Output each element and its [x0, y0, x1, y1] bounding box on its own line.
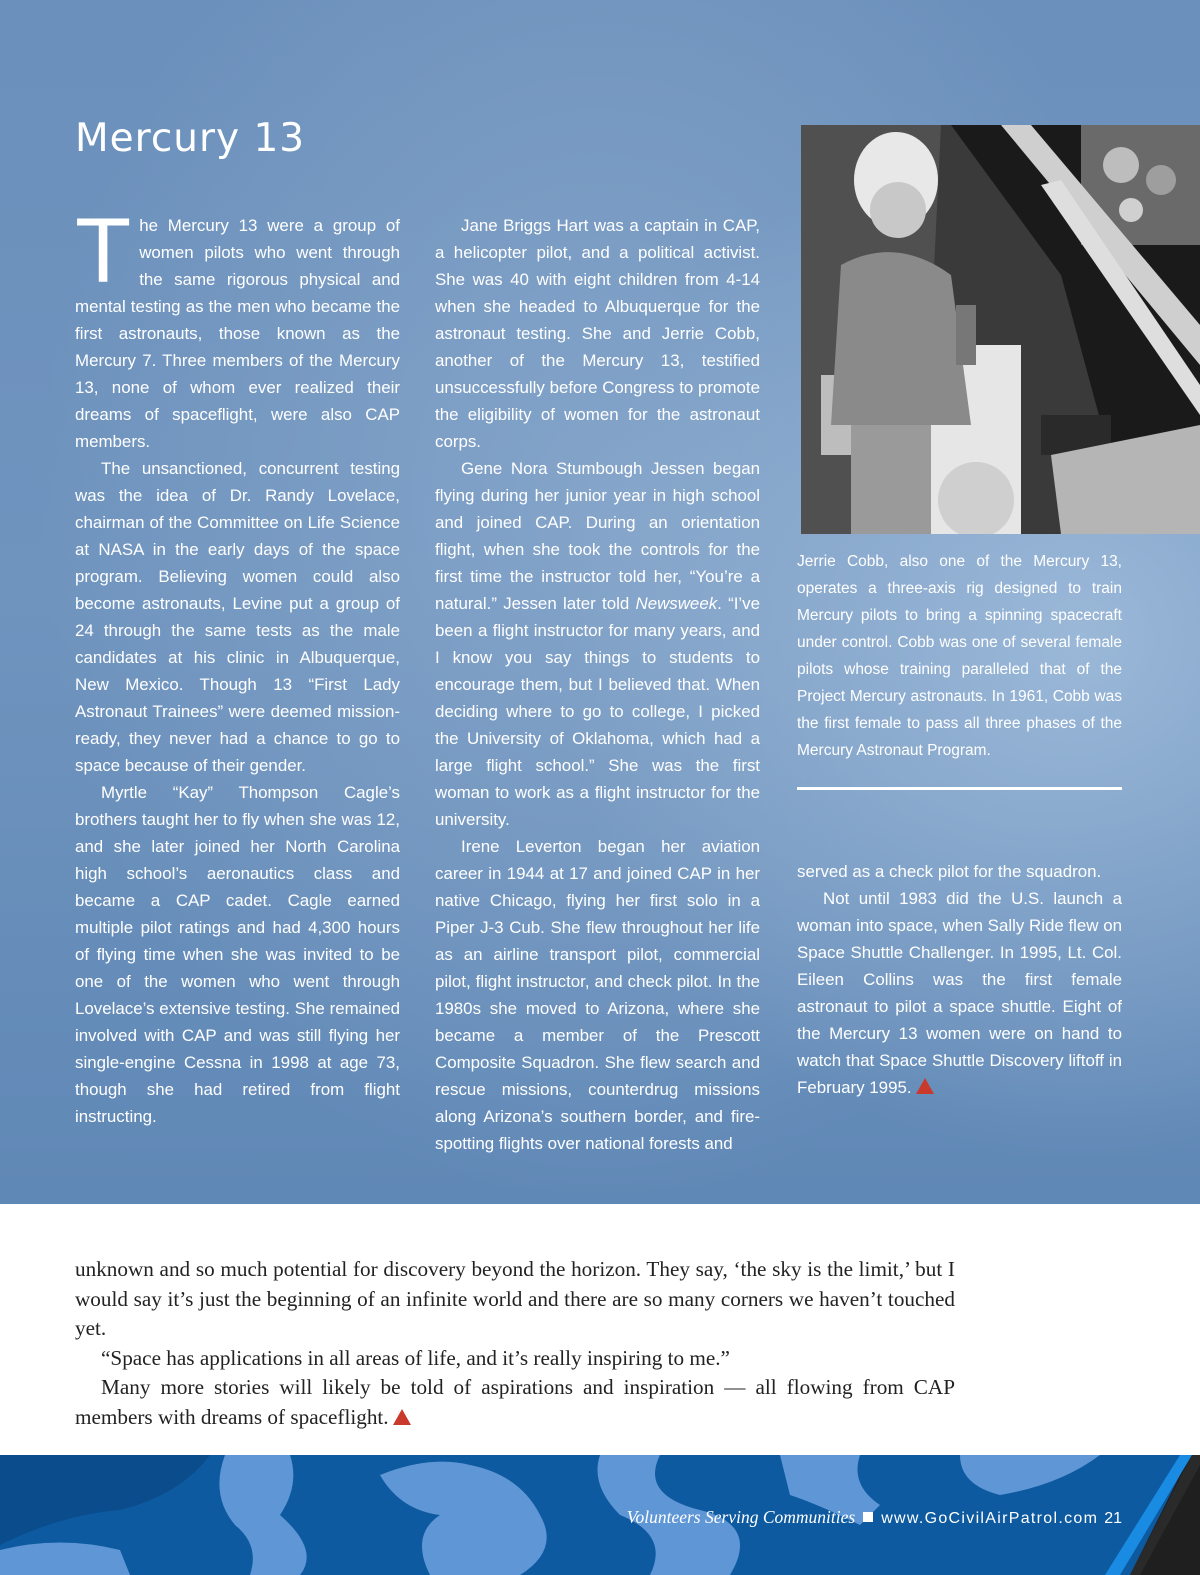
paragraph-text: . “I’ve been a flight instructor for many years, and I know you say things to students to encourage them, but I believed that. When deciding where to go to college, I picked the University of Oklahoma, which had a large flight school.” She was the first woman to work as a flight instructor for the university. [435, 594, 761, 829]
sidebar-paragraph [435, 455, 760, 833]
publication-name: Newsweek [635, 594, 718, 613]
page-footer [0, 1455, 1200, 1575]
sidebar-paragraph [75, 200, 400, 455]
page-number: 21 [1104, 1510, 1122, 1527]
sidebar-column-1 [75, 200, 400, 1130]
sidebar-paragraph [797, 885, 1122, 1101]
paragraph-text: he Mercury 13 were a group of women pilots who went through the same rigorous physical and mental testing as the men who became the first astronauts, those known as the Mercury 7. Three members of the Mercury 13, none of whom ever realized their dreams of spaceflight, were also CAP members. [75, 216, 400, 451]
red-triangle-icon [916, 1078, 934, 1094]
sidebar-paragraph: Myrtle “Kay” Thompson Cagle’s brothers taught her to fly when she was 12, and she later joined her North Carolina high school’s aeronautics class and became a CAP cadet. Cagle earned multiple pilot ratings and had 4,300 hours of flying time when she was invited to be one of the women who went through Lovelace’s extensive testing. She remained involved with CAP and was still flying her single-engine Cessna in 1998 at age 73, though she had retired from flight instructing. [75, 783, 400, 1126]
sidebar-column-3 [797, 858, 1122, 1101]
paragraph-text: Not until 1983 did the U.S. launch a woman into space, when Sally Ride flew on Space Shuttle Challenger. In 1995, Lt. Col. Eileen Collins was the first female astronaut to pilot a space shuttle. Eight of the Mercury 13 women were on hand to watch that Space Shuttle Discovery liftoff in February 1995. [797, 889, 1122, 1097]
red-triangle-icon [393, 1409, 411, 1425]
footer-url-link[interactable]: www.GoCivilAirPatrol.com [881, 1510, 1099, 1527]
square-bullet-icon [863, 1512, 873, 1522]
paragraph-text: Many more stories will likely be told of aspirations and inspiration — all flowing from CAP members with dreams of spaceflight. [75, 1375, 955, 1429]
sidebar-paragraph: Jane Briggs Hart was a captain in CAP, a helicopter pilot, and a political activist. She was 40 with eight children from 4-14 when she headed to Albuquerque for the astronaut testing. She and Jerrie Cobb, another of the Mercury 13, testified unsuccessfully before Congress to promote the eligibility of women for the astronaut corps. [435, 216, 760, 451]
body-paragraph [75, 1373, 955, 1432]
sidebar-title: Mercury 13 [75, 116, 306, 161]
photo-caption: Jerrie Cobb, also one of the Mercury 13, operates a three-axis rig designed to train Mercury pilots to bring a spinning spacecraft under control. Cobb was one of several female pilots whose training paralleled that of the Project Mercury astronauts. In 1961, Cobb was the first female to pass all three phases of the Mercury Astronaut Program. [797, 553, 1122, 759]
footer-credits [627, 1507, 1122, 1528]
article-body [75, 1255, 955, 1432]
footer-tagline: Volunteers Serving Communities [626, 1507, 856, 1527]
jerrie-cobb-photo [801, 125, 1200, 534]
drop-cap: T [75, 200, 132, 302]
sidebar-paragraph: served as a check pilot for the squadron. [797, 862, 1102, 881]
body-paragraph: unknown and so much potential for discovery beyond the horizon. They say, ‘the sky is the limit,’ but I would say it’s just the beginning of an infinite world and there are so many corners we haven’t touched yet. [75, 1257, 955, 1340]
caption-divider [797, 787, 1122, 790]
sidebar-paragraph: Irene Leverton began her aviation career in 1944 at 17 and joined CAP in her native Chicago, flying her first solo in a Piper J-3 Cub. She flew throughout her life as an airline transport pilot, commercial pilot, flight instructor, and check pilot. In the 1980s she moved to Arizona, where she became a member of the Prescott Composite Squadron. She flew search and rescue missions, counterdrug missions along Arizona’s southern border, and fire-spotting flights over national forests and [435, 837, 760, 1153]
paragraph-text: Gene Nora Stumbough Jessen began flying during her junior year in high school and joined CAP. During an orientation flight, when she took the controls for the first time the instructor told her, “You’re a natural.” Jessen later told [435, 459, 760, 613]
sidebar-column-2 [435, 212, 760, 1157]
body-paragraph: “Space has applications in all areas of life, and it’s really inspiring to me.” [101, 1345, 730, 1370]
photo-illustration [801, 125, 1200, 534]
sidebar-paragraph: The unsanctioned, concurrent testing was the idea of Dr. Randy Lovelace, chairman of the Committee on Life Science at NASA in the early days of the space program. Believing women could also become astronauts, Levine put a group of 24 through the same tests as the male candidates at his clinic in Albuquerque, New Mexico. Though 13 “First Lady Astronaut Trainees” were deemed mission-ready, they never had a chance to go to space because of their gender. [75, 459, 400, 775]
